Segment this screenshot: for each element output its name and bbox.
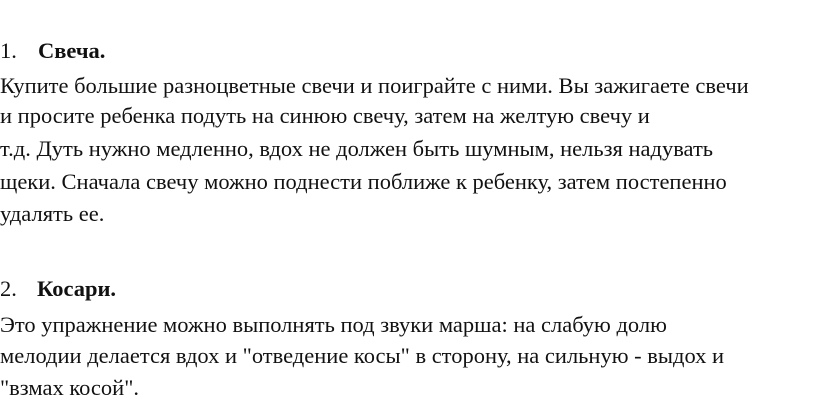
section-heading bbox=[0, 36, 105, 66]
section-heading bbox=[0, 274, 116, 304]
paragraph-line: Это упражнение можно выполнять под звуки марша: на слабую долю bbox=[0, 312, 667, 337]
paragraph-line: Купите большие разноцветные свечи и поиграйте с ними. Вы зажигаете свечи bbox=[0, 73, 749, 98]
section-number: 1. bbox=[0, 38, 17, 63]
paragraph-line: т.д. Дуть нужно медленно, вдох не должен быть шумным, нельзя надувать bbox=[0, 136, 714, 161]
section-number: 2. bbox=[0, 276, 17, 301]
section-title: Косари. bbox=[37, 276, 117, 301]
paragraph-line: удалять ее. bbox=[0, 201, 105, 226]
paragraph-line: "взмах косой". bbox=[0, 375, 140, 400]
paragraph-line: мелодии делается вдох и "отведение косы" в сторону, на сильную - выдох и bbox=[0, 343, 725, 368]
section-title: Свеча. bbox=[38, 38, 106, 63]
paragraph-line: щеки. Сначала свечу можно поднести поближе к ребенку, затем постепенно bbox=[0, 169, 727, 194]
paragraph-line: и просите ребенка подуть на синюю свечу, затем на желтую свечу и bbox=[0, 103, 650, 128]
